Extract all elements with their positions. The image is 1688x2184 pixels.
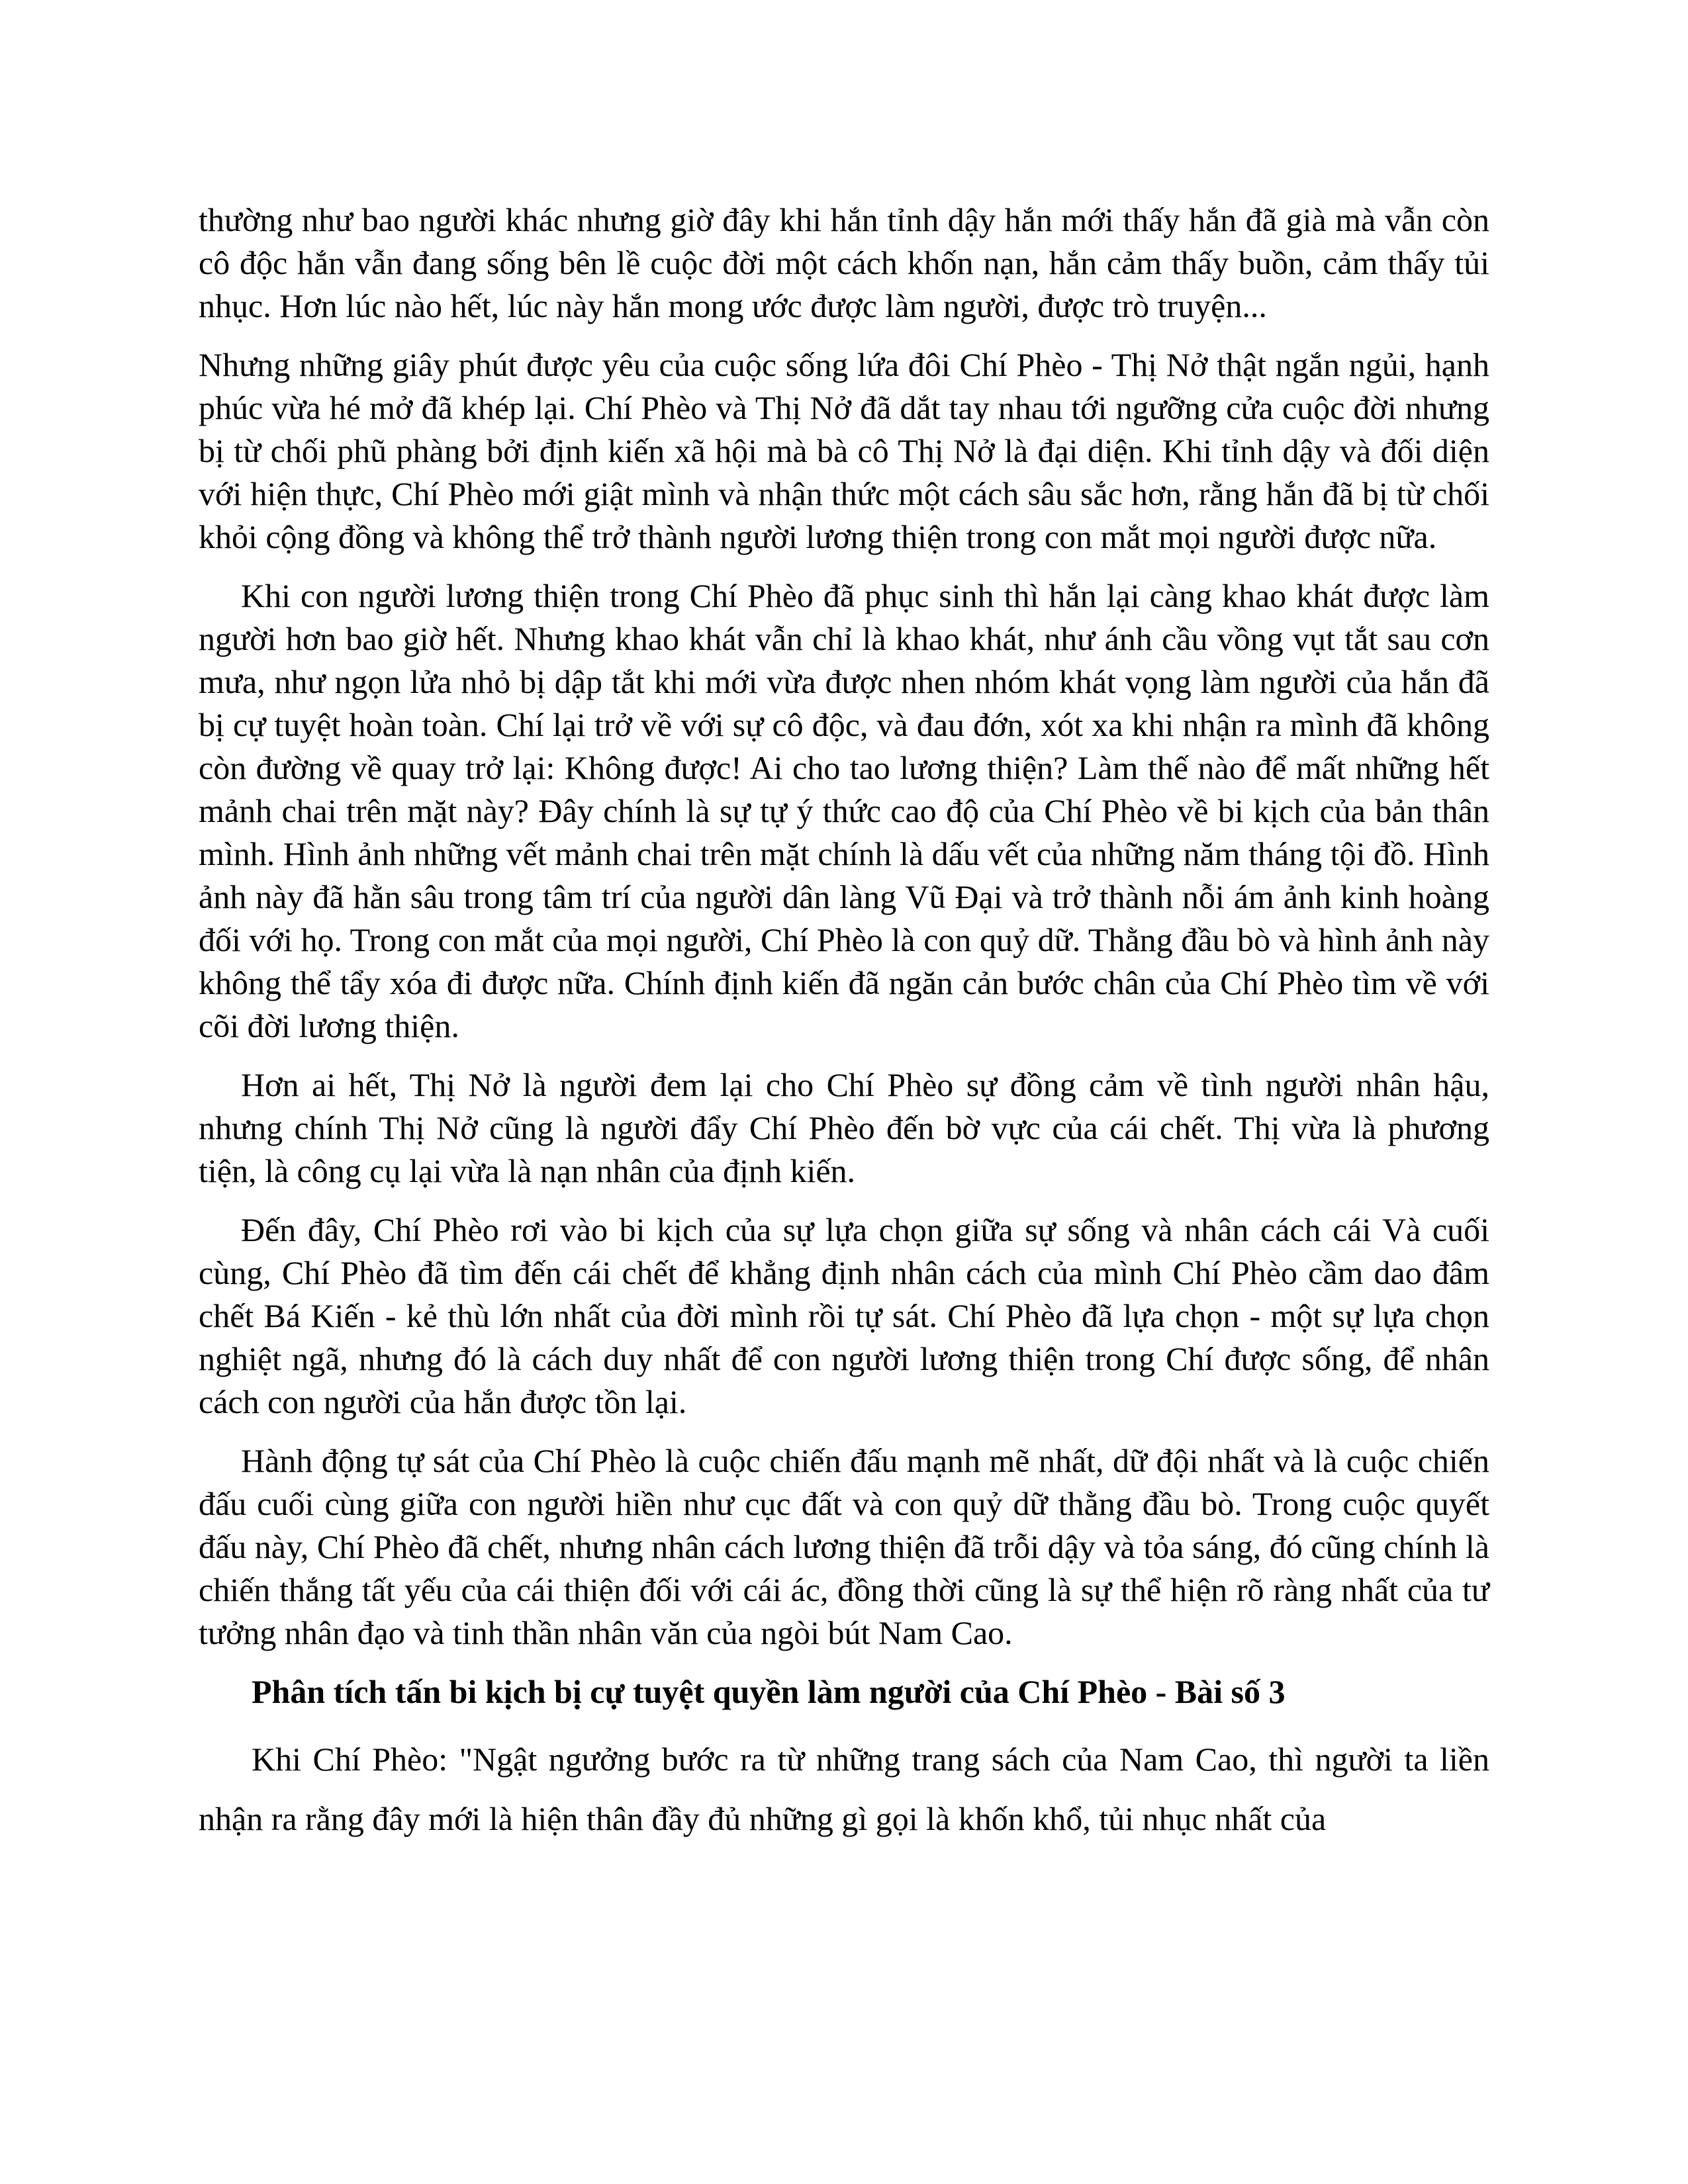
paragraph-6: Hành động tự sát của Chí Phèo là cuộc chiến đấu mạnh mẽ nhất, dữ đội nhất và là cuộc chiến đấu cuối cùng giữa con người hiền như cục đất và con quỷ dữ thằng đầu bò. Trong cuộc quyết đấu này, Chí Phèo đã chết, nhưng nhân cách lương thiện đã trỗi dậy và tỏa sáng, đó cũng chính là chiến thắng tất yếu của cái thiện đối với cái ác, đồng thời cũng là sự thể hiện rõ ràng nhất của tư tưởng nhân đạo và tinh thần nhân văn của ngòi bút Nam Cao. [199, 1442, 1489, 1651]
paragraph-5: Đến đây, Chí Phèo rơi vào bi kịch của sự lựa chọn giữa sự sống và nhân cách cái Và cuối cùng, Chí Phèo đã tìm đến cái chết để khẳng định nhân cách của mình Chí Phèo cầm dao đâm chết Bá Kiến - kẻ thù lớn nhất của đời mình rồi tự sát. Chí Phèo đã lựa chọn - một sự lựa chọn nghiệt ngã, nhưng đó là cách duy nhất để con người lương thiện trong Chí được sống, để nhân cách con người của hắn được tồn lại. [199, 1211, 1489, 1420]
paragraph-7: Khi Chí Phèo: "Ngật ngưởng bước ra từ những trang sách của Nam Cao, thì người ta liền nhận ra rằng đây mới là hiện thân đầy đủ những gì gọi là khốn khổ, tủi nhục nhất của [199, 1741, 1489, 1837]
paragraph-3: Khi con người lương thiện trong Chí Phèo đã phục sinh thì hắn lại càng khao khát được làm người hơn bao giờ hết. Nhưng khao khát vẫn chỉ là khao khát, như ánh cầu vồng vụt tắt sau cơn mưa, như ngọn lửa nhỏ bị dập tắt khi mới vừa được nhen nhóm khát vọng làm người của hắn đã bị cự tuyệt hoàn toàn. Chí lại trở về với sự cô độc, và đau đớn, xót xa khi nhận ra mình đã không còn đường về quay trở lại: Không được! Ai cho tao lương thiện? Làm thế nào để mất những hết mảnh chai trên mặt này? Đây chính là sự tự ý thức cao độ của Chí Phèo về bi kịch của bản thân mình. Hình ảnh những vết mảnh chai trên mặt chính là dấu vết của những năm tháng tội đồ. Hình ảnh này đã hằn sâu trong tâm trí của người dân làng Vũ Đại và trở thành nỗi ám ảnh kinh hoàng đối với họ. Trong con mắt của mọi người, Chí Phèo là con quỷ dữ. Thằng đầu bò và hình ảnh này không thể tẩy xóa đi được nữa. Chính định kiến đã ngăn cản bước chân của Chí Phèo tìm về với cõi đời lương thiện. [199, 577, 1489, 1044]
paragraph-2: Nhưng những giây phút được yêu của cuộc sống lứa đôi Chí Phèo - Thị Nở thật ngắn ngủi, hạnh phúc vừa hé mở đã khép lại. Chí Phèo và Thị Nở đã dắt tay nhau tới ngưỡng cửa cuộc đời nhưng bị từ chối phũ phàng bởi định kiến xã hội mà bà cô Thị Nở là đại diện. Khi tỉnh dậy và đối diện với hiện thực, Chí Phèo mới giật mình và nhận thức một cách sâu sắc hơn, rằng hắn đã bị từ chối khỏi cộng đồng và không thể trở thành người lương thiện trong con mắt mọi người được nữa. [199, 346, 1489, 555]
paragraph-1: thường như bao người khác nhưng giờ đây khi hắn tỉnh dậy hắn mới thấy hắn đã già mà vẫn còn cô độc hắn vẫn đang sống bên lề cuộc đời một cách khốn nạn, hắn cảm thấy buồn, cảm thấy tủi nhục. Hơn lúc nào hết, lúc này hắn mong ước được làm người, được trò truyện... [199, 201, 1489, 324]
paragraph-4: Hơn ai hết, Thị Nở là người đem lại cho Chí Phèo sự đồng cảm về tình người nhân hậu, nhưng chính Thị Nở cũng là người đẩy Chí Phèo đến bờ vực của cái chết. Thị vừa là phương tiện, là công cụ lại vừa là nạn nhân của định kiến. [199, 1066, 1489, 1189]
document-page [199, 199, 1489, 1864]
section-heading: Phân tích tấn bi kịch bị cự tuyệt quyền làm người của Chí Phèo - Bài số 3 [252, 1673, 1286, 1710]
